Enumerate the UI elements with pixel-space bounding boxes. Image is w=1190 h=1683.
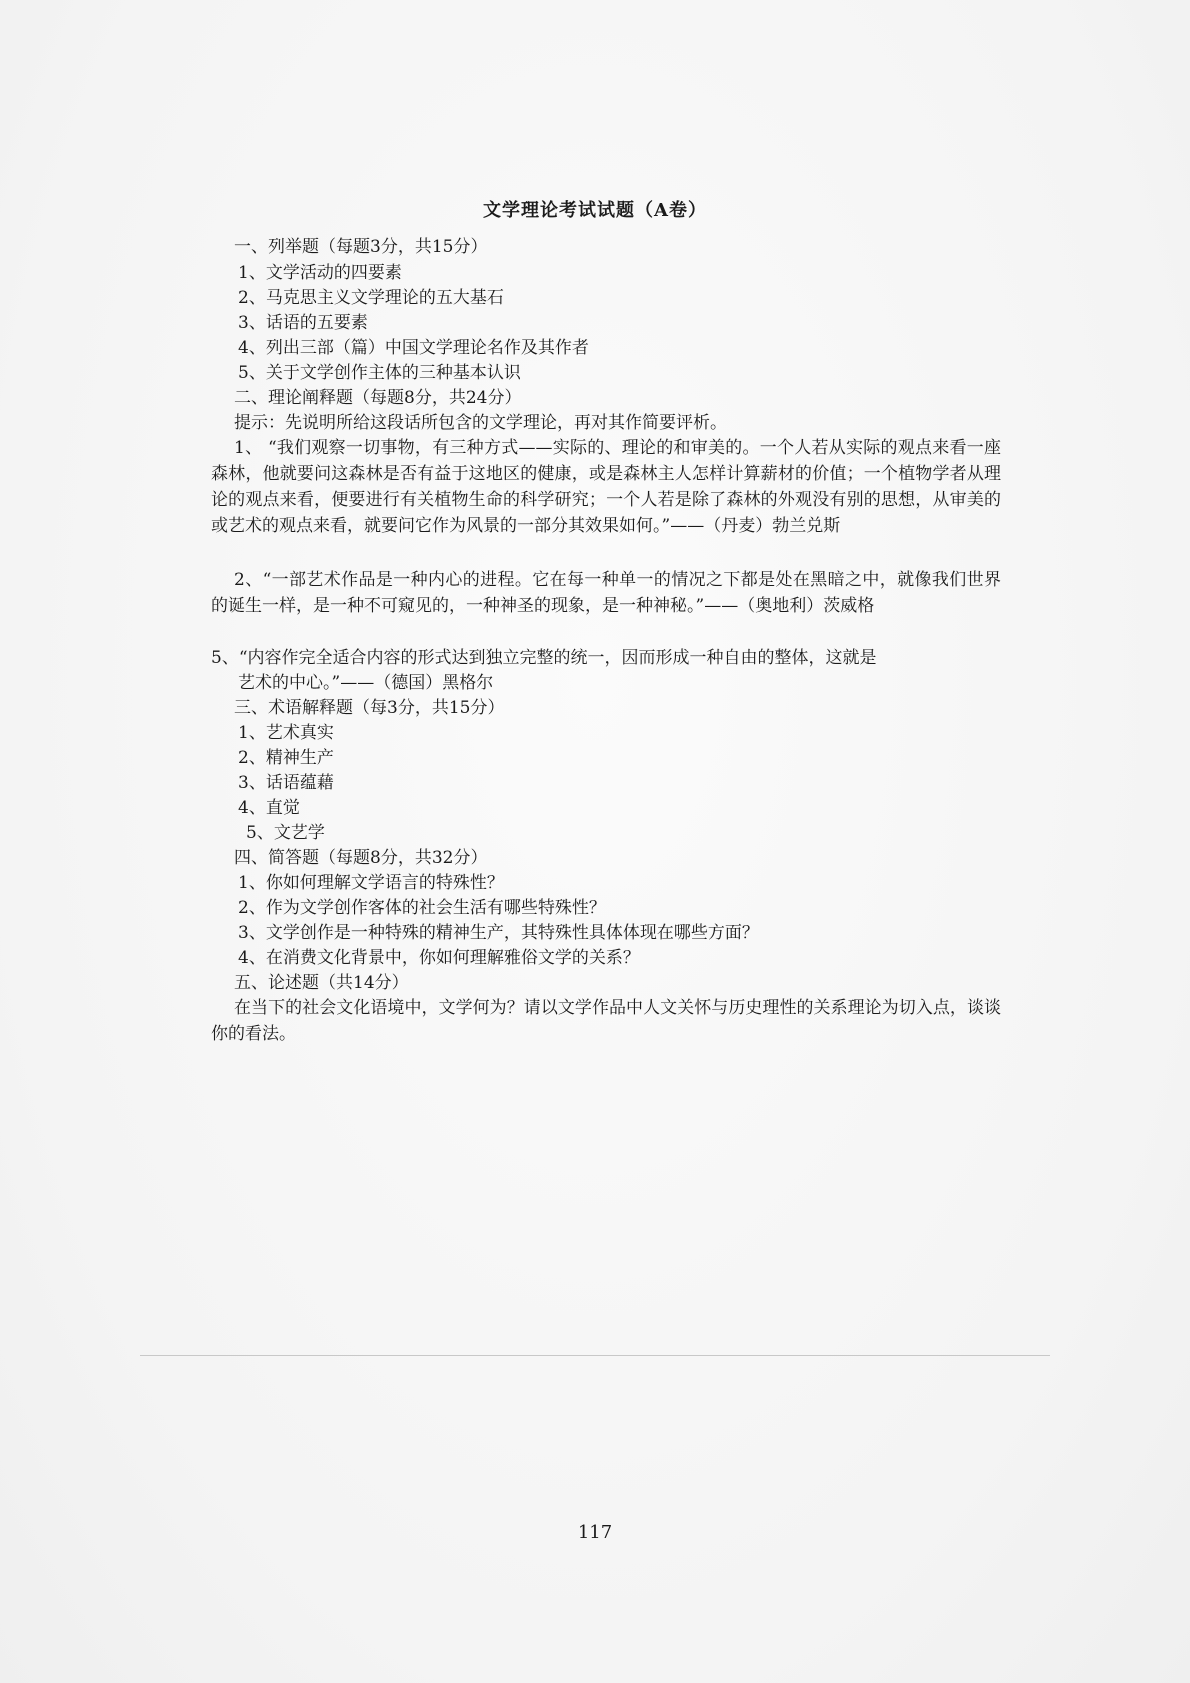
quote-1: 1、 “我们观察一切事物，有三种方式——实际的、理论的和审美的。一个人若从实际的观点来看一座森林，他就要问这森林是否有益于这地区的健康，或是森林主人怎样计算薪材的价值；一个植物学者从理论的观点来看，便要进行有关植物生命的科学研究；一个人若是除了森林的外观没有别的思想，从审美的或艺术的观点来看，就要问它作为风景的一部分其效果如何。”——（丹麦）勃兰兑斯 — [211, 438, 1001, 536]
list-item: 5、文艺学 — [246, 823, 325, 843]
list-item: 2、作为文学创作客体的社会生活有哪些特殊性？ — [238, 898, 606, 918]
page-title: 文学理论考试试题（A卷） — [483, 200, 707, 221]
section-2-hint: 提示：先说明所给这段话所包含的文学理论，再对其作简要评析。 — [234, 413, 727, 433]
list-item: 1、你如何理解文学语言的特殊性？ — [238, 873, 504, 893]
list-item: 4、列出三部（篇）中国文学理论名作及其作者 — [238, 338, 589, 358]
list-item: 3、文学创作是一种特殊的精神生产，其特殊性具体体现在哪些方面？ — [238, 923, 759, 943]
section-4-heading: 四、简答题（每题8分，共32分） — [234, 848, 488, 868]
list-item: 2、精神生产 — [238, 748, 334, 768]
list-item: 4、直觉 — [238, 798, 300, 818]
list-item: 4、在消费文化背景中，你如何理解雅俗文学的关系？ — [238, 948, 640, 968]
list-item: 1、文学活动的四要素 — [238, 263, 402, 283]
section-3-heading: 三、术语解释题（每3分，共15分） — [234, 698, 505, 718]
quote-3-line-1: 5、“内容作完全适合内容的形式达到独立完整的统一，因而形成一种自由的整体，这就是 — [211, 648, 877, 668]
quote-2: 2、“一部艺术作品是一种内心的进程。它在每一种单一的情况之下都是处在黑暗之中，就像我们世界的诞生一样，是一种不可窥见的，一种神圣的现象，是一种神秘。”——（奥地利）茨威格 — [211, 570, 1001, 616]
section-5-heading: 五、论述题（共14分） — [234, 973, 409, 993]
quote-3-line-2: 艺术的中心。”——（德国）黑格尔 — [238, 673, 494, 693]
list-item: 3、话语蕴藉 — [238, 773, 334, 793]
section-1-heading: 一、列举题（每题3分，共15分） — [234, 237, 488, 257]
list-item: 5、关于文学创作主体的三种基本认识 — [238, 363, 521, 383]
section-2-heading: 二、理论阐释题（每题8分，共24分） — [234, 388, 522, 408]
essay-question: 在当下的社会文化语境中，文学何为？请以文学作品中人文关怀与历史理性的关系理论为切入点，谈谈你的看法。 — [211, 998, 1001, 1044]
list-item: 2、马克思主义文学理论的五大基石 — [238, 288, 504, 308]
list-item: 3、话语的五要素 — [238, 313, 368, 333]
footer-divider — [140, 1355, 1050, 1356]
page-number: 117 — [577, 1522, 613, 1543]
list-item: 1、艺术真实 — [238, 723, 334, 743]
